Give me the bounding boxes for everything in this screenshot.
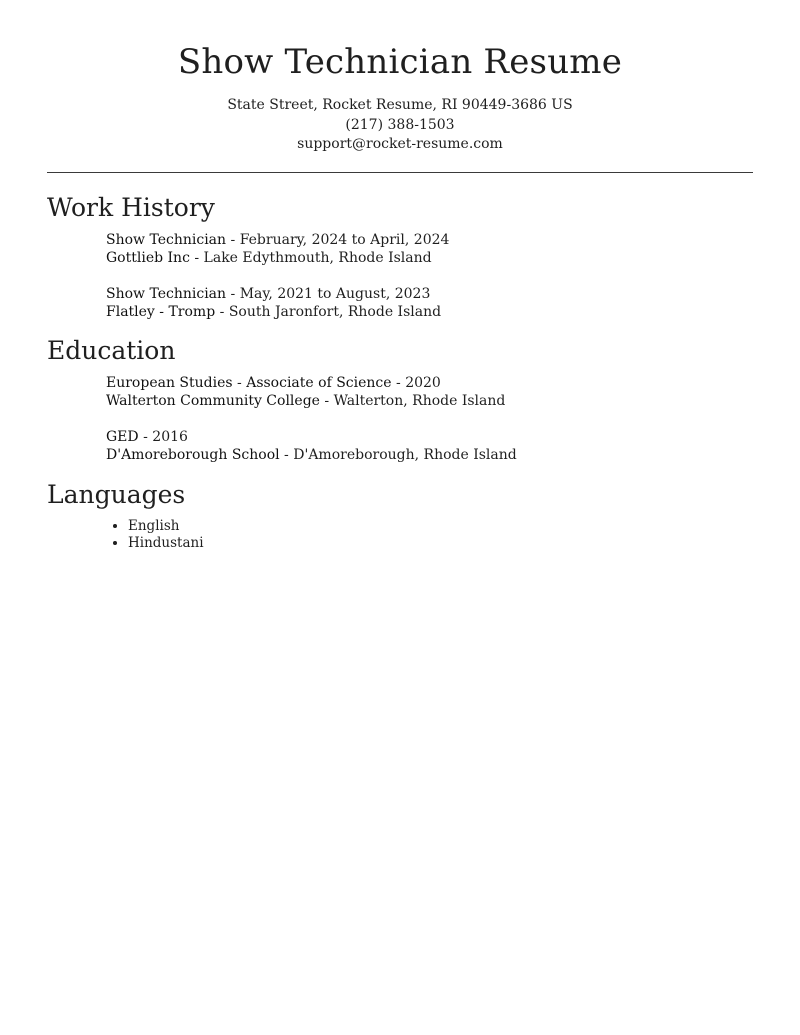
education-year: 2016: [152, 428, 188, 445]
education-title-line: [106, 374, 753, 393]
education-title-line: [106, 428, 753, 447]
separator: -: [319, 393, 334, 409]
work-role: Show Technician: [106, 231, 227, 248]
education-year: 2020: [405, 374, 441, 391]
education-school-line: [106, 446, 753, 465]
education-entry: [106, 428, 753, 465]
separator: -: [189, 250, 204, 266]
language-item: • Hindustani: [128, 535, 753, 553]
header-divider: [47, 172, 753, 173]
education-entry: [106, 374, 753, 411]
languages-heading: Languages: [47, 479, 186, 509]
contact-block: [47, 96, 753, 155]
work-history-list: [47, 231, 753, 322]
education-field: European Studies: [106, 374, 233, 391]
work-location: Lake Edythmouth, Rhode Island: [203, 250, 432, 266]
work-employer: Flatley - Tromp: [106, 304, 216, 320]
resume-header: [47, 0, 753, 155]
education-school: D'Amoreborough School: [106, 447, 280, 463]
work-dates: May, 2021 to August, 2023: [239, 285, 431, 302]
work-employer: Gottlieb Inc: [106, 250, 190, 266]
education-field: GED: [106, 428, 139, 445]
education-school-line: [106, 392, 753, 411]
work-entry: [106, 285, 753, 322]
work-entry-title-line: [106, 231, 753, 250]
contact-email: support@rocket-resume.com: [297, 136, 503, 152]
resume-title: Show Technician Resume: [177, 42, 623, 82]
separator: -: [232, 374, 247, 391]
work-role: Show Technician: [106, 285, 227, 302]
contact-address: State Street, Rocket Resume, RI 90449-3686 US: [227, 97, 573, 113]
separator: -: [226, 231, 240, 248]
work-entry: [106, 231, 753, 268]
education-list: [47, 374, 753, 465]
education-location: D'Amoreborough, Rhode Island: [293, 447, 517, 463]
work-entry-employer-line: [106, 303, 753, 322]
separator: -: [279, 447, 294, 463]
work-location: South Jaronfort, Rhode Island: [228, 304, 442, 320]
work-entry-title-line: [106, 285, 753, 304]
separator: -: [215, 304, 229, 320]
separator: -: [391, 374, 406, 391]
education-heading: Education: [47, 335, 176, 365]
education-location: Walterton, Rhode Island: [333, 393, 506, 409]
separator: -: [226, 285, 240, 302]
separator: -: [138, 428, 153, 445]
work-dates: February, 2024 to April, 2024: [239, 231, 450, 248]
languages-list: [47, 518, 753, 553]
work-entry-employer-line: [106, 249, 753, 268]
work-history-heading: Work History: [47, 192, 215, 222]
contact-phone: (217) 388-1503: [345, 116, 455, 133]
education-school: Walterton Community College: [106, 393, 320, 409]
language-item: • English: [128, 518, 753, 536]
education-degree: Associate of Science: [246, 374, 392, 391]
